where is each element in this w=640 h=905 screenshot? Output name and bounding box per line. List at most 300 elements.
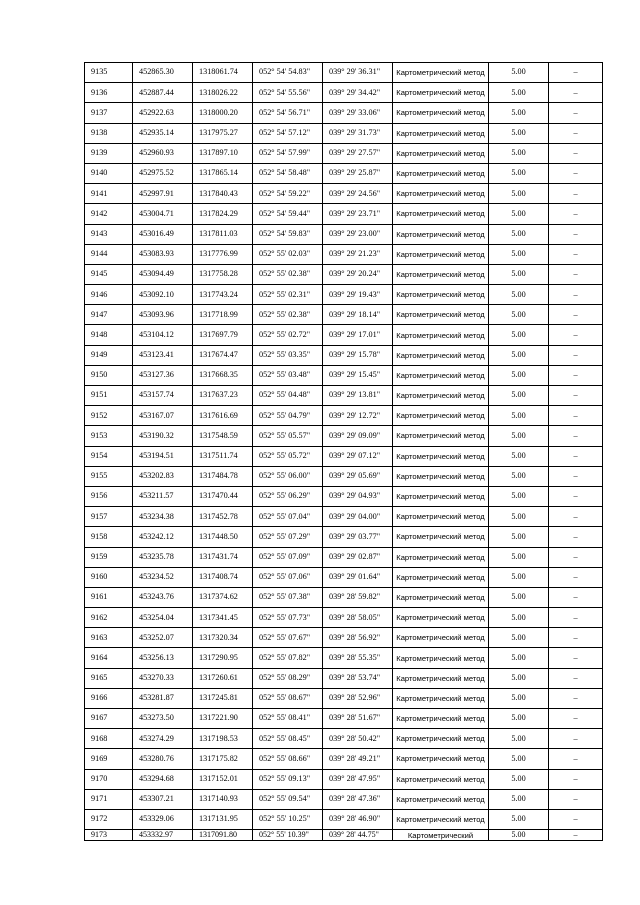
latitude-cell: 052° 54' 55.56" [253,83,323,103]
accuracy-cell: 5.00 [489,325,549,345]
longitude-cell: 039° 29' 18.14" [323,305,393,325]
y-coordinate-cell: 1317548.59 [193,426,253,446]
longitude-cell: 039° 28' 59.82" [323,587,393,607]
method-cell: Картометрический метод [393,729,489,749]
point-number-cell: 9164 [85,648,133,668]
x-coordinate-cell: 453211.57 [133,486,193,506]
x-coordinate-cell: 453190.32 [133,426,193,446]
y-coordinate-cell: 1317718.99 [193,305,253,325]
x-coordinate-cell: 453280.76 [133,749,193,769]
note-cell: – [549,244,603,264]
x-coordinate-cell: 453235.78 [133,547,193,567]
latitude-cell: 052° 55' 05.57" [253,426,323,446]
latitude-cell: 052° 54' 59.22" [253,184,323,204]
method-cell: Картометрический метод [393,749,489,769]
longitude-cell: 039° 29' 02.87" [323,547,393,567]
method-cell: Картометрический метод [393,709,489,729]
latitude-cell: 052° 55' 04.48" [253,386,323,406]
note-cell: – [549,123,603,143]
longitude-cell: 039° 29' 03.77" [323,527,393,547]
method-cell: Картометрический метод [393,668,489,688]
point-number-cell: 9173 [85,830,133,841]
note-cell: – [549,285,603,305]
latitude-cell: 052° 54' 57.12" [253,123,323,143]
method-cell: Картометрический метод [393,184,489,204]
point-number-cell: 9153 [85,426,133,446]
method-cell: Картометрический метод [393,466,489,486]
accuracy-cell: 5.00 [489,365,549,385]
x-coordinate-cell: 453307.21 [133,789,193,809]
method-cell: Картометрический метод [393,224,489,244]
accuracy-cell: 5.00 [489,527,549,547]
note-cell: – [549,426,603,446]
table-row [85,244,603,264]
table-row [85,830,603,841]
x-coordinate-cell: 453194.51 [133,446,193,466]
y-coordinate-cell: 1317840.43 [193,184,253,204]
note-cell: – [549,749,603,769]
accuracy-cell: 5.00 [489,83,549,103]
x-coordinate-cell: 453092.10 [133,285,193,305]
method-cell: Картометрический метод [393,547,489,567]
longitude-cell: 039° 28' 49.21" [323,749,393,769]
note-cell: – [549,345,603,365]
table-row [85,507,603,527]
note-cell: – [549,63,603,83]
y-coordinate-cell: 1317865.14 [193,163,253,183]
x-coordinate-cell: 453234.52 [133,567,193,587]
x-coordinate-cell: 453329.06 [133,809,193,829]
point-number-cell: 9144 [85,244,133,264]
point-number-cell: 9148 [85,325,133,345]
method-cell: Картометрический метод [393,628,489,648]
longitude-cell: 039° 29' 24.56" [323,184,393,204]
point-number-cell: 9152 [85,406,133,426]
note-cell: – [549,567,603,587]
x-coordinate-cell: 453242.12 [133,527,193,547]
latitude-cell: 052° 54' 59.83" [253,224,323,244]
note-cell: – [549,587,603,607]
y-coordinate-cell: 1317674.47 [193,345,253,365]
accuracy-cell: 5.00 [489,608,549,628]
latitude-cell: 052° 55' 06.00" [253,466,323,486]
y-coordinate-cell: 1317448.50 [193,527,253,547]
table-row [85,63,603,83]
note-cell: – [549,809,603,829]
x-coordinate-cell: 452935.14 [133,123,193,143]
longitude-cell: 039° 28' 51.67" [323,709,393,729]
method-cell: Картометрический метод [393,285,489,305]
method-cell: Картометрический метод [393,567,489,587]
longitude-cell: 039° 29' 05.69" [323,466,393,486]
x-coordinate-cell: 453202.83 [133,466,193,486]
note-cell: – [549,163,603,183]
method-cell: Картометрический метод [393,264,489,284]
y-coordinate-cell: 1317897.10 [193,143,253,163]
note-cell: – [549,830,603,841]
note-cell: – [549,305,603,325]
latitude-cell: 052° 54' 58.48" [253,163,323,183]
latitude-cell: 052° 55' 06.29" [253,486,323,506]
point-number-cell: 9142 [85,204,133,224]
method-cell: Картометрический метод [393,648,489,668]
accuracy-cell: 5.00 [489,426,549,446]
note-cell: – [549,446,603,466]
y-coordinate-cell: 1317260.61 [193,668,253,688]
point-number-cell: 9150 [85,365,133,385]
note-cell: – [549,143,603,163]
x-coordinate-cell: 452997.91 [133,184,193,204]
y-coordinate-cell: 1317431.74 [193,547,253,567]
latitude-cell: 052° 55' 07.06" [253,567,323,587]
accuracy-cell: 5.00 [489,587,549,607]
y-coordinate-cell: 1317131.95 [193,809,253,829]
longitude-cell: 039° 29' 01.64" [323,567,393,587]
latitude-cell: 052° 55' 03.35" [253,345,323,365]
point-number-cell: 9163 [85,628,133,648]
table-row [85,466,603,486]
accuracy-cell: 5.00 [489,184,549,204]
table-row [85,729,603,749]
point-number-cell: 9149 [85,345,133,365]
coordinates-table-body [85,63,603,841]
latitude-cell: 052° 55' 03.48" [253,365,323,385]
table-row [85,406,603,426]
point-number-cell: 9137 [85,103,133,123]
point-number-cell: 9145 [85,264,133,284]
point-number-cell: 9172 [85,809,133,829]
table-row [85,184,603,204]
accuracy-cell: 5.00 [489,204,549,224]
method-cell: Картометрический метод [393,688,489,708]
accuracy-cell: 5.00 [489,264,549,284]
accuracy-cell: 5.00 [489,668,549,688]
longitude-cell: 039° 28' 53.74" [323,668,393,688]
table-row [85,688,603,708]
accuracy-cell: 5.00 [489,285,549,305]
note-cell: – [549,103,603,123]
y-coordinate-cell: 1317408.74 [193,567,253,587]
table-row [85,224,603,244]
y-coordinate-cell: 1317616.69 [193,406,253,426]
note-cell: – [549,648,603,668]
table-row [85,809,603,829]
accuracy-cell: 5.00 [489,830,549,841]
x-coordinate-cell: 453123.41 [133,345,193,365]
table-row [85,345,603,365]
longitude-cell: 039° 28' 47.36" [323,789,393,809]
x-coordinate-cell: 453004.71 [133,204,193,224]
accuracy-cell: 5.00 [489,446,549,466]
accuracy-cell: 5.00 [489,729,549,749]
x-coordinate-cell: 453252.07 [133,628,193,648]
longitude-cell: 039° 29' 27.57" [323,143,393,163]
latitude-cell: 052° 55' 07.73" [253,608,323,628]
point-number-cell: 9169 [85,749,133,769]
longitude-cell: 039° 29' 04.93" [323,486,393,506]
y-coordinate-cell: 1317824.29 [193,204,253,224]
method-cell: Картометрический метод [393,486,489,506]
method-cell: Картометрический метод [393,365,489,385]
method-cell: Картометрический метод [393,63,489,83]
x-coordinate-cell: 453094.49 [133,264,193,284]
latitude-cell: 052° 54' 59.44" [253,204,323,224]
latitude-cell: 052° 55' 02.38" [253,264,323,284]
table-row [85,567,603,587]
note-cell: – [549,466,603,486]
table-row [85,587,603,607]
x-coordinate-cell: 453256.13 [133,648,193,668]
longitude-cell: 039° 28' 52.96" [323,688,393,708]
y-coordinate-cell: 1317091.80 [193,830,253,841]
x-coordinate-cell: 452887.44 [133,83,193,103]
longitude-cell: 039° 29' 04.00" [323,507,393,527]
method-cell: Картометрический метод [393,809,489,829]
table-row [85,103,603,123]
accuracy-cell: 5.00 [489,305,549,325]
latitude-cell: 052° 55' 09.13" [253,769,323,789]
accuracy-cell: 5.00 [489,345,549,365]
longitude-cell: 039° 29' 07.12" [323,446,393,466]
point-number-cell: 9170 [85,769,133,789]
accuracy-cell: 5.00 [489,688,549,708]
longitude-cell: 039° 29' 31.73" [323,123,393,143]
longitude-cell: 039° 29' 33.06" [323,103,393,123]
x-coordinate-cell: 452975.52 [133,163,193,183]
point-number-cell: 9140 [85,163,133,183]
accuracy-cell: 5.00 [489,386,549,406]
latitude-cell: 052° 55' 08.41" [253,709,323,729]
point-number-cell: 9151 [85,386,133,406]
longitude-cell: 039° 29' 15.45" [323,365,393,385]
y-coordinate-cell: 1317198.53 [193,729,253,749]
point-number-cell: 9168 [85,729,133,749]
x-coordinate-cell: 453016.49 [133,224,193,244]
y-coordinate-cell: 1317175.82 [193,749,253,769]
latitude-cell: 052° 55' 10.25" [253,809,323,829]
latitude-cell: 052° 55' 07.04" [253,507,323,527]
latitude-cell: 052° 55' 02.38" [253,305,323,325]
method-cell: Картометрический метод [393,204,489,224]
point-number-cell: 9159 [85,547,133,567]
latitude-cell: 052° 55' 08.29" [253,668,323,688]
table-row [85,204,603,224]
latitude-cell: 052° 55' 07.67" [253,628,323,648]
note-cell: – [549,507,603,527]
x-coordinate-cell: 453234.38 [133,507,193,527]
longitude-cell: 039° 28' 55.35" [323,648,393,668]
y-coordinate-cell: 1317320.34 [193,628,253,648]
note-cell: – [549,224,603,244]
point-number-cell: 9147 [85,305,133,325]
x-coordinate-cell: 453332.97 [133,830,193,841]
table-row [85,769,603,789]
table-row [85,325,603,345]
point-number-cell: 9155 [85,466,133,486]
accuracy-cell: 5.00 [489,143,549,163]
y-coordinate-cell: 1318026.22 [193,83,253,103]
table-row [85,285,603,305]
method-cell: Картометрический метод [393,406,489,426]
longitude-cell: 039° 29' 13.81" [323,386,393,406]
note-cell: – [549,547,603,567]
longitude-cell: 039° 28' 50.42" [323,729,393,749]
method-cell: Картометрический [393,830,489,841]
note-cell: – [549,486,603,506]
latitude-cell: 052° 55' 02.72" [253,325,323,345]
latitude-cell: 052° 54' 57.99" [253,143,323,163]
x-coordinate-cell: 453281.87 [133,688,193,708]
longitude-cell: 039° 29' 12.72" [323,406,393,426]
method-cell: Картометрический метод [393,386,489,406]
method-cell: Картометрический метод [393,769,489,789]
accuracy-cell: 5.00 [489,163,549,183]
accuracy-cell: 5.00 [489,769,549,789]
y-coordinate-cell: 1317152.01 [193,769,253,789]
accuracy-cell: 5.00 [489,224,549,244]
x-coordinate-cell: 453270.33 [133,668,193,688]
note-cell: – [549,527,603,547]
point-number-cell: 9171 [85,789,133,809]
note-cell: – [549,264,603,284]
x-coordinate-cell: 453157.74 [133,386,193,406]
point-number-cell: 9158 [85,527,133,547]
latitude-cell: 052° 55' 04.79" [253,406,323,426]
table-row [85,123,603,143]
y-coordinate-cell: 1317697.79 [193,325,253,345]
table-row [85,426,603,446]
note-cell: – [549,688,603,708]
accuracy-cell: 5.00 [489,547,549,567]
method-cell: Картометрический метод [393,587,489,607]
longitude-cell: 039° 29' 19.43" [323,285,393,305]
table-row [85,668,603,688]
y-coordinate-cell: 1317975.27 [193,123,253,143]
table-row [85,365,603,385]
longitude-cell: 039° 28' 47.95" [323,769,393,789]
y-coordinate-cell: 1317470.44 [193,486,253,506]
point-number-cell: 9165 [85,668,133,688]
method-cell: Картометрический метод [393,527,489,547]
y-coordinate-cell: 1317221.90 [193,709,253,729]
longitude-cell: 039° 29' 36.31" [323,63,393,83]
longitude-cell: 039° 29' 25.87" [323,163,393,183]
table-row [85,386,603,406]
coordinates-table-page [84,62,602,841]
accuracy-cell: 5.00 [489,63,549,83]
latitude-cell: 052° 55' 08.66" [253,749,323,769]
accuracy-cell: 5.00 [489,789,549,809]
y-coordinate-cell: 1317668.35 [193,365,253,385]
accuracy-cell: 5.00 [489,123,549,143]
latitude-cell: 052° 54' 56.71" [253,103,323,123]
accuracy-cell: 5.00 [489,466,549,486]
longitude-cell: 039° 29' 23.71" [323,204,393,224]
point-number-cell: 9143 [85,224,133,244]
latitude-cell: 052° 55' 02.03" [253,244,323,264]
latitude-cell: 052° 55' 07.29" [253,527,323,547]
point-number-cell: 9156 [85,486,133,506]
method-cell: Картометрический метод [393,789,489,809]
table-row [85,83,603,103]
method-cell: Картометрический метод [393,345,489,365]
point-number-cell: 9161 [85,587,133,607]
method-cell: Картометрический метод [393,325,489,345]
table-row [85,749,603,769]
note-cell: – [549,184,603,204]
x-coordinate-cell: 453127.36 [133,365,193,385]
note-cell: – [549,406,603,426]
note-cell: – [549,608,603,628]
method-cell: Картометрический метод [393,426,489,446]
table-row [85,709,603,729]
point-number-cell: 9138 [85,123,133,143]
note-cell: – [549,325,603,345]
longitude-cell: 039° 29' 17.01" [323,325,393,345]
y-coordinate-cell: 1317484.78 [193,466,253,486]
longitude-cell: 039° 28' 46.90" [323,809,393,829]
accuracy-cell: 5.00 [489,628,549,648]
table-row [85,789,603,809]
method-cell: Картометрический метод [393,103,489,123]
method-cell: Картометрический метод [393,305,489,325]
x-coordinate-cell: 452922.63 [133,103,193,123]
y-coordinate-cell: 1317743.24 [193,285,253,305]
table-row [85,648,603,668]
y-coordinate-cell: 1317140.93 [193,789,253,809]
accuracy-cell: 5.00 [489,486,549,506]
accuracy-cell: 5.00 [489,749,549,769]
note-cell: – [549,769,603,789]
note-cell: – [549,729,603,749]
x-coordinate-cell: 453273.50 [133,709,193,729]
x-coordinate-cell: 453093.96 [133,305,193,325]
table-row [85,163,603,183]
accuracy-cell: 5.00 [489,648,549,668]
method-cell: Картометрический метод [393,163,489,183]
note-cell: – [549,628,603,648]
x-coordinate-cell: 452960.93 [133,143,193,163]
longitude-cell: 039° 29' 15.78" [323,345,393,365]
longitude-cell: 039° 29' 23.00" [323,224,393,244]
x-coordinate-cell: 453167.07 [133,406,193,426]
method-cell: Картометрический метод [393,446,489,466]
method-cell: Картометрический метод [393,507,489,527]
longitude-cell: 039° 29' 21.23" [323,244,393,264]
table-row [85,486,603,506]
method-cell: Картометрический метод [393,83,489,103]
x-coordinate-cell: 453254.04 [133,608,193,628]
latitude-cell: 052° 55' 08.45" [253,729,323,749]
latitude-cell: 052° 54' 54.83" [253,63,323,83]
table-row [85,143,603,163]
point-number-cell: 9154 [85,446,133,466]
point-number-cell: 9160 [85,567,133,587]
note-cell: – [549,365,603,385]
point-number-cell: 9157 [85,507,133,527]
x-coordinate-cell: 452865.30 [133,63,193,83]
note-cell: – [549,789,603,809]
y-coordinate-cell: 1317511.74 [193,446,253,466]
latitude-cell: 052° 55' 05.72" [253,446,323,466]
x-coordinate-cell: 453243.76 [133,587,193,607]
point-number-cell: 9135 [85,63,133,83]
latitude-cell: 052° 55' 09.54" [253,789,323,809]
accuracy-cell: 5.00 [489,244,549,264]
method-cell: Картометрический метод [393,143,489,163]
x-coordinate-cell: 453274.29 [133,729,193,749]
accuracy-cell: 5.00 [489,567,549,587]
